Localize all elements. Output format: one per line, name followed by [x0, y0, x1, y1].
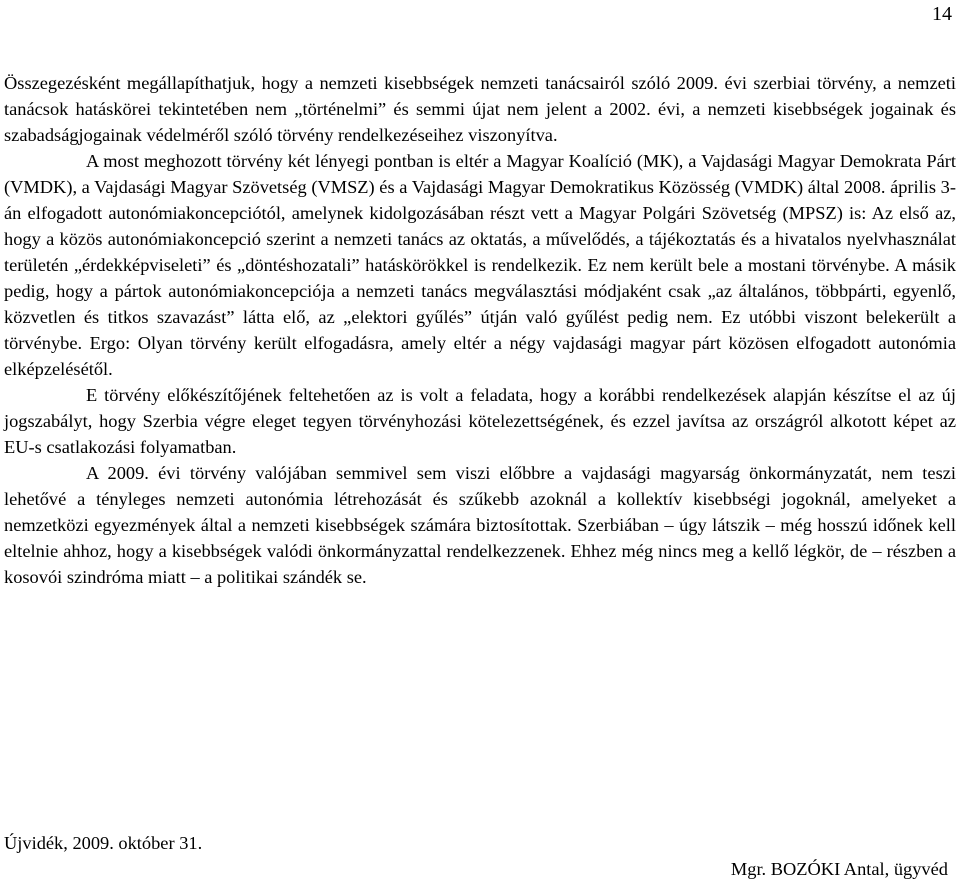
paragraph-preparation: E törvény előkészítőjének feltehetően az is volt a feladata, hogy a korábbi rendelkezések alapján készítse el az új jogszabályt, hogy Szerbia végre eleget tegyen törvényhozási kötelezettségének, és ezzel javítsa az országról alkotott képet az EU-s csatlakozási folyamatban. [4, 385, 956, 457]
paragraph-differences: A most meghozott törvény két lényegi pontban is eltér a Magyar Koalíció (MK), a Vajdasági Magyar Demokrata Párt (VMDK), a Vajdasági Magyar Szövetség (VMSZ) és a Vajdasági Magyar Demokratikus Közösség (VMDK) által 2008. április 3-án elfogadott autonómiakoncepciótól, amelynek kidolgozásában részt vett a Magyar Polgári Szövetség (MPSZ) is: Az első az, hogy a közös autonómiakoncepció szerint a nemzeti tanács az oktatás, a művelődés, a tájékoztatás és a hivatalos nyelvhasználat területén „érdekképviseleti” és „döntéshozatali” hatáskörökkel is rendelkezik. Ez nem került bele a mostani törvénybe. A másik pedig, hogy a pártok autonómiakoncepciója a nemzeti tanács megválasztási módjaként csak „az általános, többpárti, egyenlő, közvetlen és titkos szavazást” látta elő, az „elektori gyűlés” útján való gyűlést pedig nem. Ez utóbbi viszont belekerült a törvénybe. Ergo: Olyan törvény került elfogadásra, amely eltér a négy vajdasági magyar párt közösen elfogadott autonómia elképzelésétől. [4, 151, 956, 379]
place-date: Újvidék, 2009. október 31. [4, 833, 203, 853]
document-body [4, 70, 956, 590]
page-number: 14 [932, 3, 952, 25]
paragraph-conclusion: A 2009. évi törvény valójában semmivel sem viszi előbbre a vajdasági magyarság önkormányzatát, nem teszi lehetővé a tényleges nemzeti autonómia létrehozását és szűkebb azoknál a kollektív kisebbségi jogoknál, amelyeket a nemzetközi egyezmények által a nemzeti kisebbségek számára biztosítottak. Szerbiában – úgy látszik – még hosszú időnek kell eltelnie ahhoz, hogy a kisebbségek valódi önkormányzattal rendelkezzenek. Ehhez még nincs meg a kellő légkör, de – részben a kosovói szindróma miatt – a politikai szándék se. [4, 463, 956, 587]
paragraph-summary: Összegezésként megállapíthatjuk, hogy a nemzeti kisebbségek nemzeti tanácsairól szóló 2009. évi szerbiai törvény, a nemzeti tanácsok hatáskörei tekintetében nem „történelmi” és semmi újat nem jelent a 2002. évi, a nemzeti kisebbségek jogainak és szabadságjogainak védelméről szóló törvény rendelkezéseihez viszonyítva. [4, 73, 956, 145]
signature: Mgr. BOZÓKI Antal, ügyvéd [730, 859, 948, 879]
